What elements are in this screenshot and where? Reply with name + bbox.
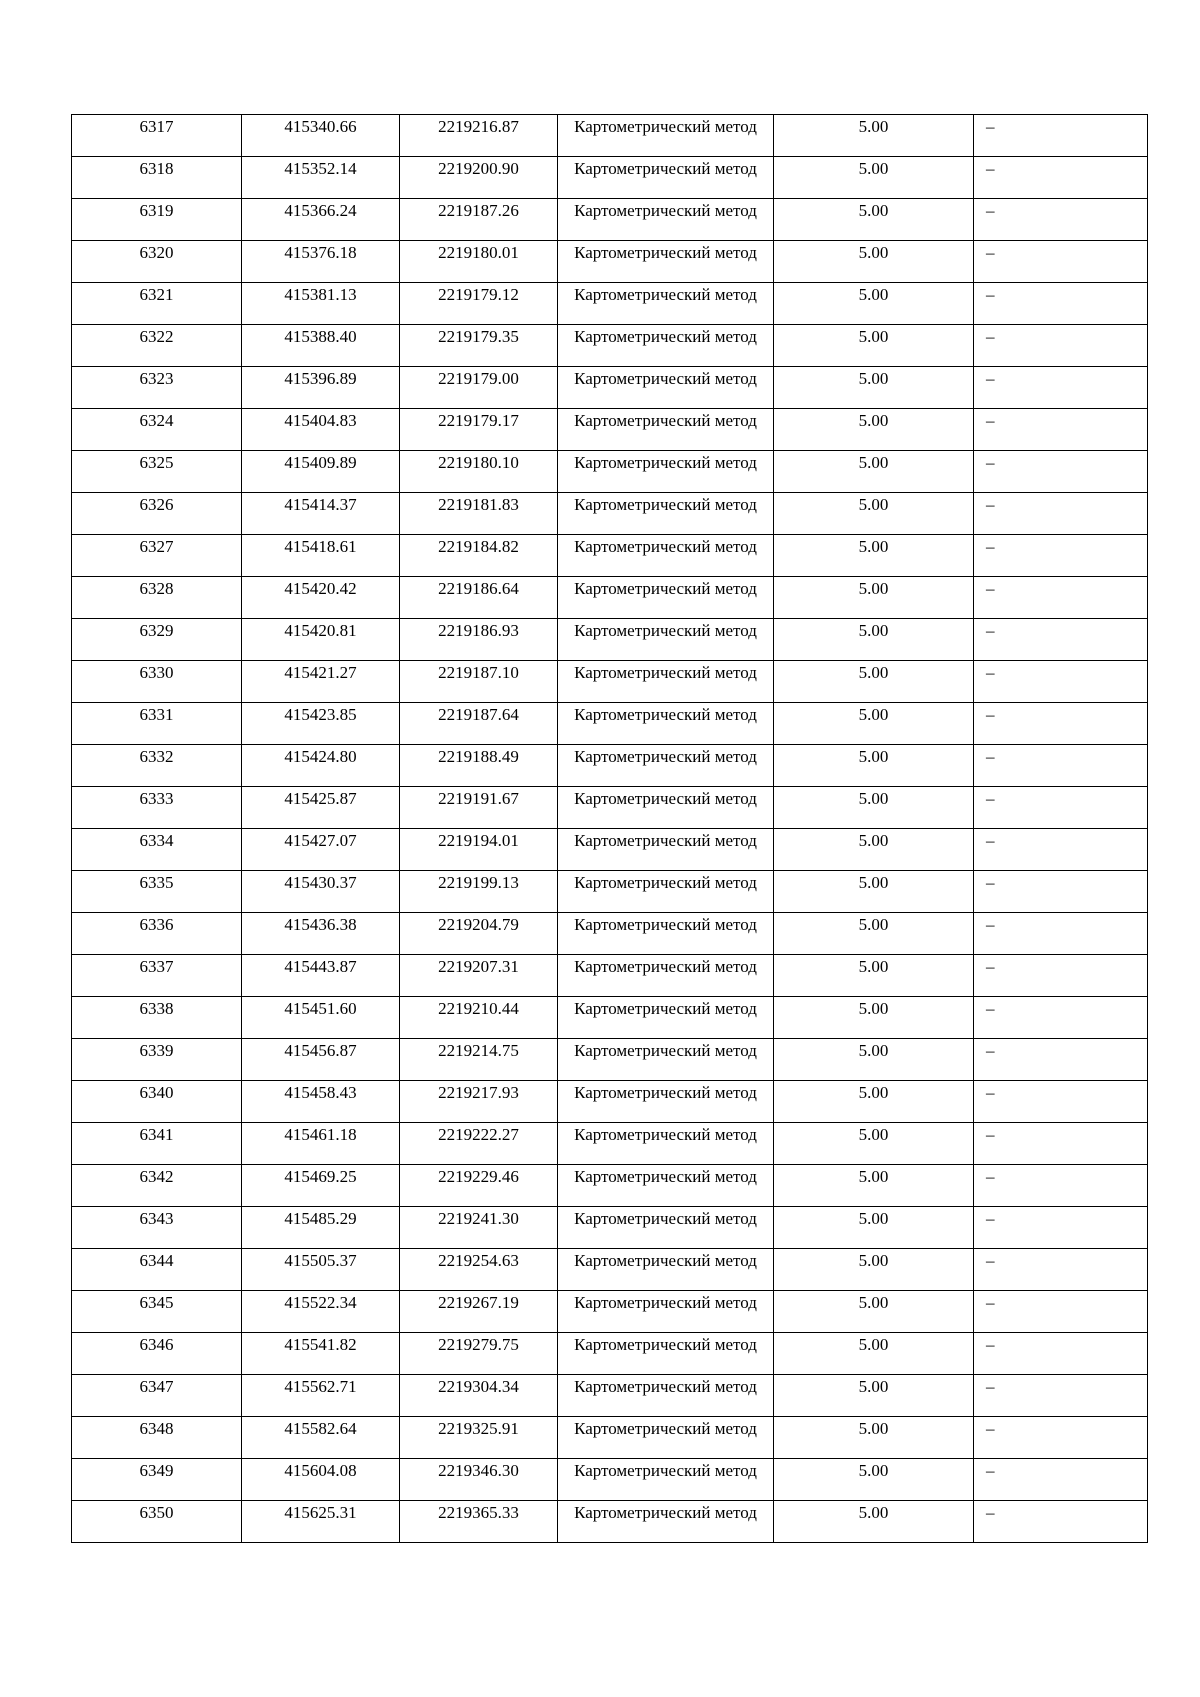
y-coordinate-cell: 2219179.00 xyxy=(400,367,558,409)
accuracy-cell: 5.00 xyxy=(774,409,974,451)
description-cell: – xyxy=(974,661,1148,703)
accuracy-cell: 5.00 xyxy=(774,1375,974,1417)
accuracy-cell: 5.00 xyxy=(774,1039,974,1081)
accuracy-cell: 5.00 xyxy=(774,1501,974,1543)
x-coordinate-cell: 415376.18 xyxy=(242,241,400,283)
method-cell: Картометрический метод xyxy=(558,199,774,241)
description-cell: – xyxy=(974,157,1148,199)
table-row xyxy=(72,871,1148,913)
accuracy-cell: 5.00 xyxy=(774,661,974,703)
method-cell: Картометрический метод xyxy=(558,829,774,871)
accuracy-cell: 5.00 xyxy=(774,115,974,157)
y-coordinate-cell: 2219199.13 xyxy=(400,871,558,913)
y-coordinate-cell: 2219267.19 xyxy=(400,1291,558,1333)
table-row xyxy=(72,493,1148,535)
point-number-cell: 6330 xyxy=(72,661,242,703)
method-cell: Картометрический метод xyxy=(558,1081,774,1123)
y-coordinate-cell: 2219179.35 xyxy=(400,325,558,367)
point-number-cell: 6326 xyxy=(72,493,242,535)
description-cell: – xyxy=(974,493,1148,535)
table-row xyxy=(72,241,1148,283)
x-coordinate-cell: 415436.38 xyxy=(242,913,400,955)
y-coordinate-cell: 2219325.91 xyxy=(400,1417,558,1459)
x-coordinate-cell: 415409.89 xyxy=(242,451,400,493)
point-number-cell: 6325 xyxy=(72,451,242,493)
table-body xyxy=(72,115,1148,1543)
method-cell: Картометрический метод xyxy=(558,745,774,787)
point-number-cell: 6346 xyxy=(72,1333,242,1375)
table-row xyxy=(72,913,1148,955)
table-row xyxy=(72,997,1148,1039)
x-coordinate-cell: 415604.08 xyxy=(242,1459,400,1501)
table-row xyxy=(72,409,1148,451)
accuracy-cell: 5.00 xyxy=(774,1081,974,1123)
description-cell: – xyxy=(974,115,1148,157)
description-cell: – xyxy=(974,1123,1148,1165)
y-coordinate-cell: 2219365.33 xyxy=(400,1501,558,1543)
x-coordinate-cell: 415366.24 xyxy=(242,199,400,241)
point-number-cell: 6340 xyxy=(72,1081,242,1123)
description-cell: – xyxy=(974,325,1148,367)
point-number-cell: 6327 xyxy=(72,535,242,577)
y-coordinate-cell: 2219217.93 xyxy=(400,1081,558,1123)
y-coordinate-cell: 2219179.12 xyxy=(400,283,558,325)
accuracy-cell: 5.00 xyxy=(774,1459,974,1501)
method-cell: Картометрический метод xyxy=(558,493,774,535)
accuracy-cell: 5.00 xyxy=(774,577,974,619)
point-number-cell: 6335 xyxy=(72,871,242,913)
method-cell: Картометрический метод xyxy=(558,451,774,493)
point-number-cell: 6339 xyxy=(72,1039,242,1081)
x-coordinate-cell: 415427.07 xyxy=(242,829,400,871)
point-number-cell: 6333 xyxy=(72,787,242,829)
y-coordinate-cell: 2219346.30 xyxy=(400,1459,558,1501)
x-coordinate-cell: 415396.89 xyxy=(242,367,400,409)
method-cell: Картометрический метод xyxy=(558,1207,774,1249)
x-coordinate-cell: 415420.81 xyxy=(242,619,400,661)
description-cell: – xyxy=(974,1207,1148,1249)
x-coordinate-cell: 415461.18 xyxy=(242,1123,400,1165)
table-row xyxy=(72,1333,1148,1375)
accuracy-cell: 5.00 xyxy=(774,1207,974,1249)
x-coordinate-cell: 415485.29 xyxy=(242,1207,400,1249)
accuracy-cell: 5.00 xyxy=(774,955,974,997)
description-cell: – xyxy=(974,241,1148,283)
method-cell: Картометрический метод xyxy=(558,1333,774,1375)
method-cell: Картометрический метод xyxy=(558,1459,774,1501)
y-coordinate-cell: 2219187.64 xyxy=(400,703,558,745)
x-coordinate-cell: 415425.87 xyxy=(242,787,400,829)
point-number-cell: 6324 xyxy=(72,409,242,451)
method-cell: Картометрический метод xyxy=(558,1123,774,1165)
description-cell: – xyxy=(974,409,1148,451)
point-number-cell: 6320 xyxy=(72,241,242,283)
method-cell: Картометрический метод xyxy=(558,1501,774,1543)
y-coordinate-cell: 2219191.67 xyxy=(400,787,558,829)
accuracy-cell: 5.00 xyxy=(774,703,974,745)
method-cell: Картометрический метод xyxy=(558,409,774,451)
table-row xyxy=(72,1207,1148,1249)
x-coordinate-cell: 415451.60 xyxy=(242,997,400,1039)
accuracy-cell: 5.00 xyxy=(774,451,974,493)
y-coordinate-cell: 2219186.93 xyxy=(400,619,558,661)
table-row xyxy=(72,829,1148,871)
accuracy-cell: 5.00 xyxy=(774,535,974,577)
y-coordinate-cell: 2219216.87 xyxy=(400,115,558,157)
table-row xyxy=(72,367,1148,409)
y-coordinate-cell: 2219222.27 xyxy=(400,1123,558,1165)
accuracy-cell: 5.00 xyxy=(774,1417,974,1459)
y-coordinate-cell: 2219180.01 xyxy=(400,241,558,283)
point-number-cell: 6343 xyxy=(72,1207,242,1249)
method-cell: Картометрический метод xyxy=(558,157,774,199)
description-cell: – xyxy=(974,1333,1148,1375)
x-coordinate-cell: 415414.37 xyxy=(242,493,400,535)
accuracy-cell: 5.00 xyxy=(774,1249,974,1291)
description-cell: – xyxy=(974,367,1148,409)
point-number-cell: 6344 xyxy=(72,1249,242,1291)
x-coordinate-cell: 415340.66 xyxy=(242,115,400,157)
x-coordinate-cell: 415458.43 xyxy=(242,1081,400,1123)
point-number-cell: 6347 xyxy=(72,1375,242,1417)
method-cell: Картометрический метод xyxy=(558,619,774,661)
y-coordinate-cell: 2219180.10 xyxy=(400,451,558,493)
table-row xyxy=(72,1081,1148,1123)
description-cell: – xyxy=(974,1417,1148,1459)
point-number-cell: 6328 xyxy=(72,577,242,619)
description-cell: – xyxy=(974,199,1148,241)
x-coordinate-cell: 415421.27 xyxy=(242,661,400,703)
y-coordinate-cell: 2219181.83 xyxy=(400,493,558,535)
point-number-cell: 6342 xyxy=(72,1165,242,1207)
description-cell: – xyxy=(974,1039,1148,1081)
x-coordinate-cell: 415388.40 xyxy=(242,325,400,367)
accuracy-cell: 5.00 xyxy=(774,1333,974,1375)
point-number-cell: 6341 xyxy=(72,1123,242,1165)
x-coordinate-cell: 415420.42 xyxy=(242,577,400,619)
x-coordinate-cell: 415469.25 xyxy=(242,1165,400,1207)
description-cell: – xyxy=(974,577,1148,619)
table-row xyxy=(72,577,1148,619)
accuracy-cell: 5.00 xyxy=(774,241,974,283)
accuracy-cell: 5.00 xyxy=(774,1291,974,1333)
table-row xyxy=(72,115,1148,157)
y-coordinate-cell: 2219200.90 xyxy=(400,157,558,199)
accuracy-cell: 5.00 xyxy=(774,829,974,871)
point-number-cell: 6334 xyxy=(72,829,242,871)
method-cell: Картометрический метод xyxy=(558,367,774,409)
point-number-cell: 6322 xyxy=(72,325,242,367)
table-row xyxy=(72,1501,1148,1543)
x-coordinate-cell: 415522.34 xyxy=(242,1291,400,1333)
table-row xyxy=(72,955,1148,997)
description-cell: – xyxy=(974,997,1148,1039)
y-coordinate-cell: 2219241.30 xyxy=(400,1207,558,1249)
table-row xyxy=(72,451,1148,493)
y-coordinate-cell: 2219207.31 xyxy=(400,955,558,997)
description-cell: – xyxy=(974,745,1148,787)
table-row xyxy=(72,1417,1148,1459)
y-coordinate-cell: 2219188.49 xyxy=(400,745,558,787)
method-cell: Картометрический метод xyxy=(558,535,774,577)
table-row xyxy=(72,1459,1148,1501)
method-cell: Картометрический метод xyxy=(558,955,774,997)
x-coordinate-cell: 415505.37 xyxy=(242,1249,400,1291)
point-number-cell: 6336 xyxy=(72,913,242,955)
x-coordinate-cell: 415404.83 xyxy=(242,409,400,451)
table-row xyxy=(72,1375,1148,1417)
description-cell: – xyxy=(974,283,1148,325)
table-row xyxy=(72,661,1148,703)
table-row xyxy=(72,745,1148,787)
point-number-cell: 6332 xyxy=(72,745,242,787)
y-coordinate-cell: 2219187.26 xyxy=(400,199,558,241)
description-cell: – xyxy=(974,1375,1148,1417)
description-cell: – xyxy=(974,913,1148,955)
point-number-cell: 6338 xyxy=(72,997,242,1039)
accuracy-cell: 5.00 xyxy=(774,913,974,955)
accuracy-cell: 5.00 xyxy=(774,1165,974,1207)
x-coordinate-cell: 415582.64 xyxy=(242,1417,400,1459)
table-row xyxy=(72,283,1148,325)
table-row xyxy=(72,325,1148,367)
description-cell: – xyxy=(974,703,1148,745)
x-coordinate-cell: 415424.80 xyxy=(242,745,400,787)
table-row xyxy=(72,1165,1148,1207)
y-coordinate-cell: 2219204.79 xyxy=(400,913,558,955)
table-row xyxy=(72,199,1148,241)
description-cell: – xyxy=(974,535,1148,577)
table-row xyxy=(72,535,1148,577)
method-cell: Картометрический метод xyxy=(558,1291,774,1333)
method-cell: Картометрический метод xyxy=(558,997,774,1039)
method-cell: Картометрический метод xyxy=(558,1249,774,1291)
accuracy-cell: 5.00 xyxy=(774,283,974,325)
x-coordinate-cell: 415381.13 xyxy=(242,283,400,325)
y-coordinate-cell: 2219279.75 xyxy=(400,1333,558,1375)
accuracy-cell: 5.00 xyxy=(774,619,974,661)
accuracy-cell: 5.00 xyxy=(774,493,974,535)
table-row xyxy=(72,787,1148,829)
accuracy-cell: 5.00 xyxy=(774,199,974,241)
description-cell: – xyxy=(974,1501,1148,1543)
method-cell: Картометрический метод xyxy=(558,913,774,955)
description-cell: – xyxy=(974,619,1148,661)
description-cell: – xyxy=(974,1249,1148,1291)
x-coordinate-cell: 415423.85 xyxy=(242,703,400,745)
y-coordinate-cell: 2219179.17 xyxy=(400,409,558,451)
table-row xyxy=(72,619,1148,661)
x-coordinate-cell: 415562.71 xyxy=(242,1375,400,1417)
point-number-cell: 6331 xyxy=(72,703,242,745)
accuracy-cell: 5.00 xyxy=(774,1123,974,1165)
y-coordinate-cell: 2219304.34 xyxy=(400,1375,558,1417)
table-row xyxy=(72,1291,1148,1333)
method-cell: Картометрический метод xyxy=(558,1039,774,1081)
method-cell: Картометрический метод xyxy=(558,871,774,913)
accuracy-cell: 5.00 xyxy=(774,787,974,829)
coordinates-table xyxy=(71,114,1148,1543)
description-cell: – xyxy=(974,871,1148,913)
description-cell: – xyxy=(974,955,1148,997)
y-coordinate-cell: 2219186.64 xyxy=(400,577,558,619)
accuracy-cell: 5.00 xyxy=(774,745,974,787)
description-cell: – xyxy=(974,451,1148,493)
point-number-cell: 6329 xyxy=(72,619,242,661)
accuracy-cell: 5.00 xyxy=(774,871,974,913)
method-cell: Картометрический метод xyxy=(558,661,774,703)
point-number-cell: 6345 xyxy=(72,1291,242,1333)
y-coordinate-cell: 2219210.44 xyxy=(400,997,558,1039)
description-cell: – xyxy=(974,787,1148,829)
point-number-cell: 6319 xyxy=(72,199,242,241)
table-row xyxy=(72,157,1148,199)
description-cell: – xyxy=(974,829,1148,871)
method-cell: Картометрический метод xyxy=(558,1375,774,1417)
description-cell: – xyxy=(974,1165,1148,1207)
accuracy-cell: 5.00 xyxy=(774,367,974,409)
accuracy-cell: 5.00 xyxy=(774,997,974,1039)
description-cell: – xyxy=(974,1459,1148,1501)
y-coordinate-cell: 2219254.63 xyxy=(400,1249,558,1291)
y-coordinate-cell: 2219187.10 xyxy=(400,661,558,703)
method-cell: Картометрический метод xyxy=(558,703,774,745)
point-number-cell: 6317 xyxy=(72,115,242,157)
y-coordinate-cell: 2219194.01 xyxy=(400,829,558,871)
method-cell: Картометрический метод xyxy=(558,241,774,283)
point-number-cell: 6350 xyxy=(72,1501,242,1543)
y-coordinate-cell: 2219229.46 xyxy=(400,1165,558,1207)
method-cell: Картометрический метод xyxy=(558,1417,774,1459)
x-coordinate-cell: 415418.61 xyxy=(242,535,400,577)
y-coordinate-cell: 2219184.82 xyxy=(400,535,558,577)
x-coordinate-cell: 415352.14 xyxy=(242,157,400,199)
description-cell: – xyxy=(974,1081,1148,1123)
point-number-cell: 6349 xyxy=(72,1459,242,1501)
accuracy-cell: 5.00 xyxy=(774,157,974,199)
x-coordinate-cell: 415430.37 xyxy=(242,871,400,913)
x-coordinate-cell: 415443.87 xyxy=(242,955,400,997)
method-cell: Картометрический метод xyxy=(558,283,774,325)
x-coordinate-cell: 415541.82 xyxy=(242,1333,400,1375)
y-coordinate-cell: 2219214.75 xyxy=(400,1039,558,1081)
method-cell: Картометрический метод xyxy=(558,1165,774,1207)
method-cell: Картометрический метод xyxy=(558,577,774,619)
point-number-cell: 6321 xyxy=(72,283,242,325)
method-cell: Картометрический метод xyxy=(558,325,774,367)
point-number-cell: 6323 xyxy=(72,367,242,409)
x-coordinate-cell: 415625.31 xyxy=(242,1501,400,1543)
table-row xyxy=(72,703,1148,745)
point-number-cell: 6337 xyxy=(72,955,242,997)
table-row xyxy=(72,1249,1148,1291)
x-coordinate-cell: 415456.87 xyxy=(242,1039,400,1081)
point-number-cell: 6348 xyxy=(72,1417,242,1459)
point-number-cell: 6318 xyxy=(72,157,242,199)
description-cell: – xyxy=(974,1291,1148,1333)
table-row xyxy=(72,1123,1148,1165)
method-cell: Картометрический метод xyxy=(558,115,774,157)
table-row xyxy=(72,1039,1148,1081)
method-cell: Картометрический метод xyxy=(558,787,774,829)
accuracy-cell: 5.00 xyxy=(774,325,974,367)
